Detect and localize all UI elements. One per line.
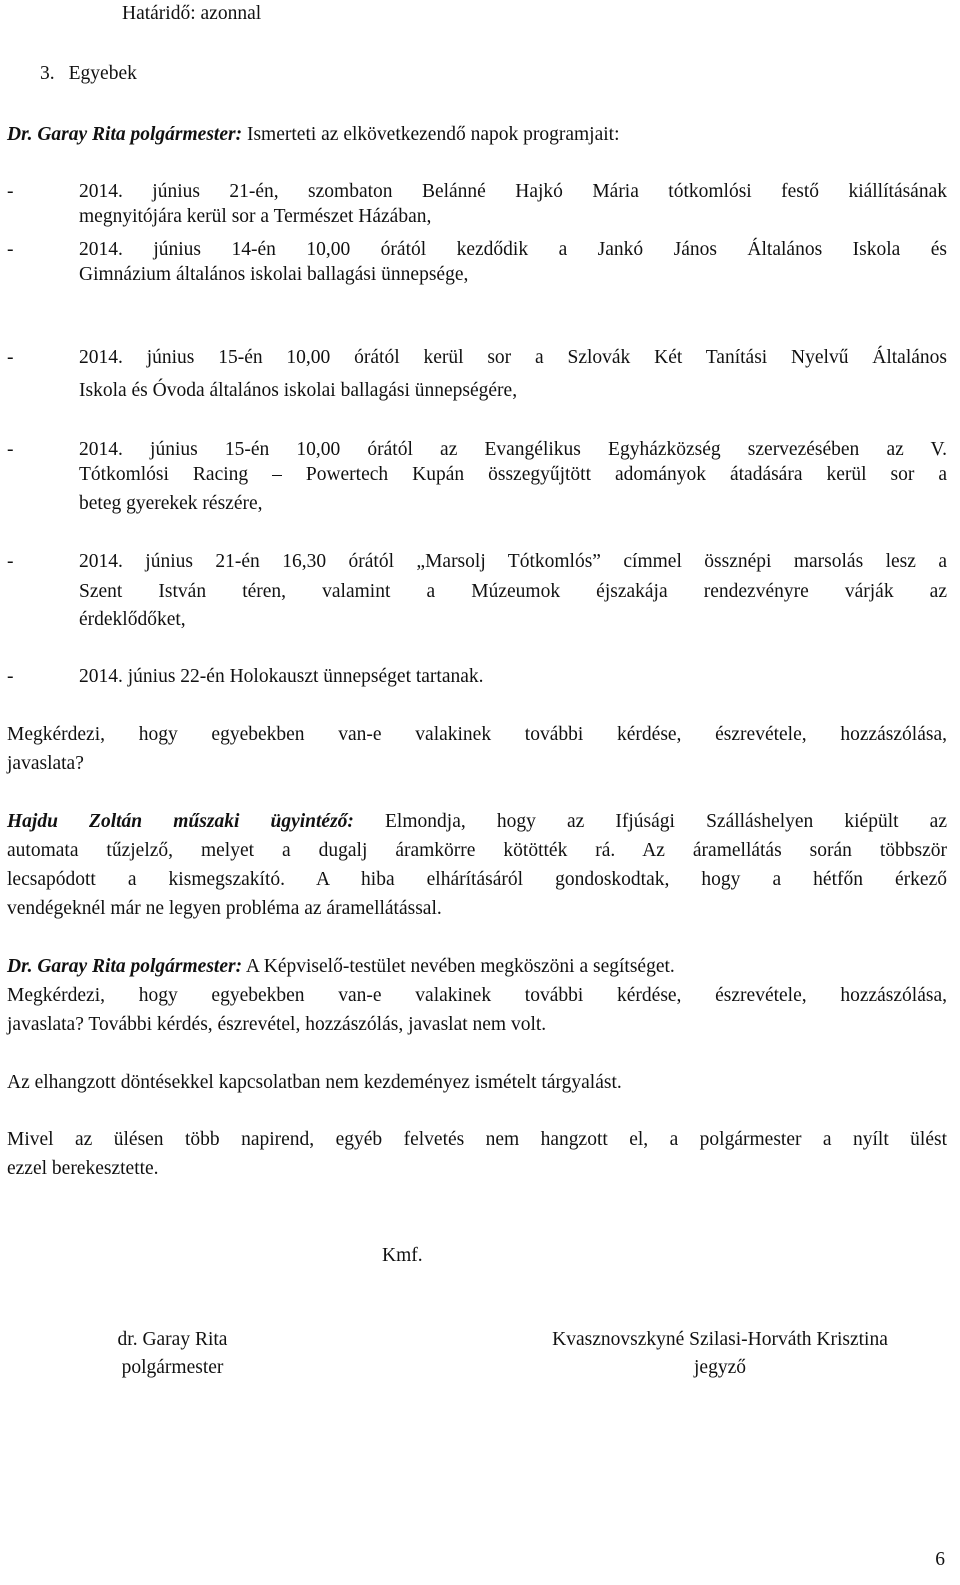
list-item-line: érdeklődőket, bbox=[79, 609, 186, 630]
paragraph-line: vendégeknél már ne legyen probléma az áramellátással. bbox=[7, 898, 442, 919]
list-dash: - bbox=[7, 181, 14, 202]
paragraph-line: lecsapódott a kismegszakító. A hiba elhárításáról gondoskodtak, hogy a hétfőn érkező bbox=[7, 869, 947, 890]
list-item-line: beteg gyerekek részére, bbox=[79, 493, 263, 514]
signature-name: Kvasznovszkyné Szilasi-Horváth Krisztina bbox=[552, 1329, 888, 1350]
paragraph-line: javaslata? bbox=[7, 753, 84, 774]
section-heading bbox=[40, 62, 960, 86]
list-dash: - bbox=[7, 239, 14, 260]
hajdu-paragraph-line bbox=[7, 810, 947, 834]
list-item-line: Szent István téren, valamint a Múzeumok éjszakája rendezvényre várják az bbox=[79, 581, 947, 602]
paragraph-line: automata tűzjelző, melyet a dugalj áramkörre kötötték rá. Az áramellátás során többször bbox=[7, 840, 947, 861]
list-dash: - bbox=[7, 551, 14, 572]
signature-name: dr. Garay Rita bbox=[117, 1329, 228, 1350]
list-item-line: 2014. június 21-én, szombaton Belánné Hajkó Mária tótkomlósi festő kiállításának bbox=[79, 181, 947, 202]
signature-title: polgármester bbox=[121, 1357, 224, 1378]
mayor-thanks-line bbox=[7, 955, 947, 979]
list-item-line: 2014. június 15-én 10,00 órától az Evangélikus Egyházközség szervezésében az V. bbox=[79, 439, 947, 460]
paragraph-line: Az elhangzott döntésekkel kapcsolatban nem kezdeményez ismételt tárgyalást. bbox=[7, 1072, 622, 1093]
paragraph-line: ezzel berekesztette. bbox=[7, 1158, 159, 1179]
signature-right bbox=[490, 1328, 950, 1380]
speaker-name: Hajdu Zoltán műszaki ügyintéző: bbox=[7, 811, 354, 832]
paragraph-line: Mivel az ülésen több napirend, egyéb felvetés nem hangzott el, a polgármester a nyílt ülést bbox=[7, 1129, 947, 1150]
list-item-line: 2014. június 21-én 16,30 órától „Marsolj Tótkomlós” címmel össznépi marsolás lesz a bbox=[79, 551, 947, 572]
paragraph-text: Ismerteti az elkövetkezendő napok programjait: bbox=[246, 124, 620, 145]
list-dash: - bbox=[7, 666, 14, 687]
list-item-line: 2014. június 22-én Holokauszt ünnepséget tartanak. bbox=[79, 666, 484, 687]
signature-title: jegyző bbox=[694, 1357, 746, 1378]
list-item-line: Tótkomlósi Racing – Powertech Kupán összegyűjtött adományok átadására kerül sor a bbox=[79, 464, 947, 485]
paragraph-text: A Képviselő-testület nevében megköszöni a segítséget. bbox=[242, 956, 675, 977]
paragraph-line: Megkérdezi, hogy egyebekben van-e valakinek további kérdése, észrevétele, hozzászólása, bbox=[7, 985, 947, 1006]
deadline-text: Határidő: azonnal bbox=[122, 3, 262, 24]
section-number: 3. bbox=[40, 63, 55, 84]
list-item-line: Iskola és Óvoda általános iskolai ballagási ünnepségére, bbox=[79, 380, 518, 401]
paragraph-text: Elmondja, hogy az Ifjúsági Szálláshelyen kiépült az bbox=[353, 811, 947, 832]
paragraph-line: Megkérdezi, hogy egyebekben van-e valakinek további kérdése, észrevétele, hozzászólása, bbox=[7, 724, 947, 745]
list-item-line: 2014. június 14-én 10,00 órától kezdődik a Jankó János Általános Iskola és bbox=[79, 239, 947, 260]
speaker-name: Dr. Garay Rita polgármester: bbox=[7, 124, 243, 145]
mayor-intro bbox=[7, 123, 947, 147]
section-title: Egyebek bbox=[68, 63, 137, 84]
list-item-line: Gimnázium általános iskolai ballagási ünnepsége, bbox=[79, 264, 469, 285]
list-item-line: megnyitójára kerül sor a Természet Házában, bbox=[79, 206, 432, 227]
page-number: 6 bbox=[935, 1549, 945, 1570]
list-dash: - bbox=[7, 347, 14, 368]
list-item-line: 2014. június 15-én 10,00 órától kerül sor a Szlovák Két Tanítási Nyelvű Általános bbox=[79, 347, 947, 368]
speaker-name: Dr. Garay Rita polgármester: bbox=[7, 956, 243, 977]
kmf-label: Kmf. bbox=[382, 1245, 423, 1266]
paragraph-line: javaslata? További kérdés, észrevétel, hozzászólás, javaslat nem volt. bbox=[7, 1014, 547, 1035]
list-dash: - bbox=[7, 439, 14, 460]
signature-left bbox=[40, 1328, 305, 1380]
